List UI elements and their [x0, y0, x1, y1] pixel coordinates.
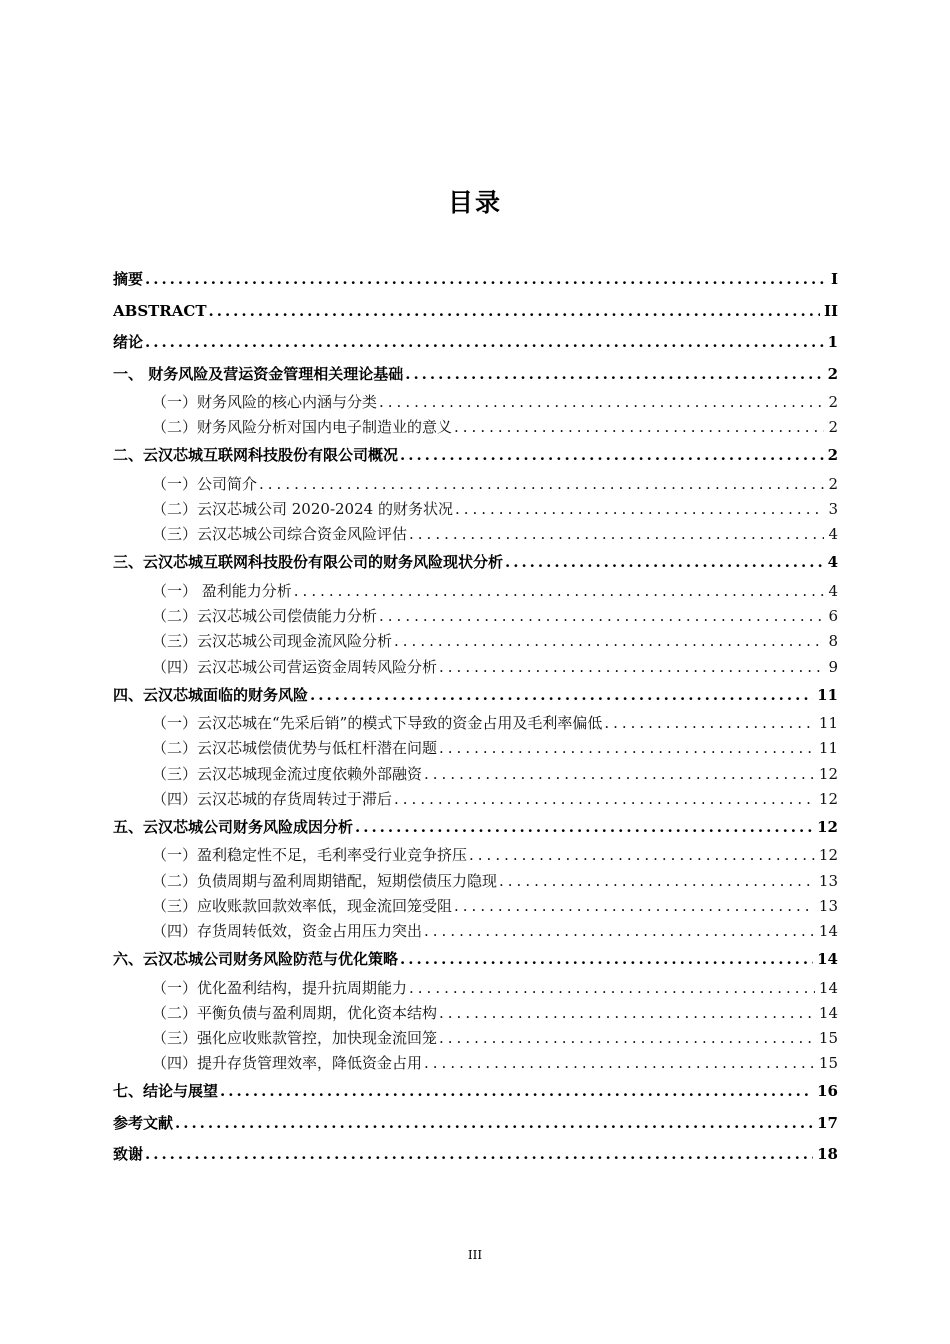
toc-entry-label: ABSTRACT	[113, 301, 207, 320]
toc-entry-page: 4	[828, 525, 838, 544]
toc-entry-label: （三）云汉芯城现金流过度依赖外部融资	[152, 764, 423, 783]
toc-entry-label: （四）提升存货管理效率，降低资金占用	[152, 1054, 423, 1073]
toc-section-entry[interactable]	[113, 869, 838, 894]
toc-entry-page: 4	[827, 553, 838, 572]
toc-chapter-entry[interactable]	[113, 1076, 838, 1108]
toc-chapter-entry[interactable]	[113, 680, 838, 712]
toc-section-entry[interactable]	[113, 787, 838, 812]
table-of-contents	[113, 264, 838, 1171]
toc-entry-page: 4	[828, 581, 838, 600]
toc-entry-label: 五、云汉芯城公司财务风险成因分析	[113, 817, 354, 836]
toc-entry-label: （一）云汉芯城在“先采后销”的模式下导致的资金占用及毛利率偏低	[152, 714, 603, 733]
toc-dot-leader	[604, 711, 815, 736]
toc-dot-leader	[409, 522, 824, 547]
toc-dot-leader	[259, 472, 824, 497]
toc-entry-label: 六、云汉芯城公司财务风险防范与优化策略	[113, 950, 399, 969]
toc-section-entry[interactable]	[113, 629, 838, 654]
toc-entry-label: （四）存货周转低效，资金占用压力突出	[152, 922, 423, 940]
toc-chapter-entry[interactable]	[113, 1139, 838, 1171]
toc-dot-leader	[400, 440, 824, 472]
toc-dot-leader	[405, 359, 823, 391]
toc-entry-page: 15	[818, 1029, 838, 1048]
toc-chapter-entry[interactable]	[113, 944, 838, 976]
toc-section-entry[interactable]	[113, 522, 838, 547]
toc-entry-page: I	[830, 270, 838, 288]
page-number: III	[467, 1248, 483, 1262]
toc-entry-page: 2	[827, 364, 838, 383]
toc-section-entry[interactable]	[113, 1051, 838, 1076]
toc-entry-page: 14	[818, 922, 838, 940]
toc-entry-page: II	[823, 301, 838, 320]
toc-section-entry[interactable]	[113, 976, 838, 1001]
toc-entry-page: 14	[817, 950, 838, 969]
toc-section-entry[interactable]	[113, 579, 838, 604]
toc-entry-label: （一）公司简介	[152, 474, 258, 493]
toc-entry-page: 6	[828, 607, 838, 626]
toc-section-entry[interactable]	[113, 655, 838, 680]
toc-section-entry[interactable]	[113, 762, 838, 787]
toc-dot-leader	[454, 894, 815, 919]
toc-dot-leader	[409, 976, 815, 1001]
toc-entry-page: 1	[827, 333, 838, 351]
toc-title: 目录	[447, 188, 502, 217]
toc-chapter-entry[interactable]	[113, 1108, 838, 1140]
toc-entry-page: 13	[818, 871, 838, 890]
toc-entry-label: 三、云汉芯城互联网科技股份有限公司的财务风险现状分析	[113, 553, 504, 572]
toc-entry-page: 16	[817, 1082, 838, 1101]
toc-section-entry[interactable]	[113, 604, 838, 629]
toc-dot-leader	[145, 327, 824, 359]
toc-entry-page: 2	[827, 446, 838, 465]
toc-dot-leader	[175, 1108, 813, 1140]
toc-chapter-entry[interactable]	[113, 327, 838, 359]
toc-entry-page: 12	[818, 789, 838, 808]
toc-entry-label: （一）优化盈利结构，提升抗周期能力	[152, 978, 408, 997]
toc-dot-leader	[424, 919, 815, 944]
toc-entry-page: 14	[818, 978, 838, 997]
toc-entry-page: 18	[817, 1145, 838, 1164]
toc-chapter-entry[interactable]	[113, 547, 838, 579]
toc-entry-page: 11	[817, 685, 838, 704]
toc-section-entry[interactable]	[113, 843, 838, 868]
toc-entry-label: （二）负债周期与盈利周期错配，短期偿债压力隐现	[152, 871, 498, 890]
toc-entry-label: 参考文献	[113, 1113, 174, 1132]
toc-dot-leader	[145, 1139, 813, 1171]
toc-dot-leader	[439, 655, 824, 680]
toc-entry-page: 12	[818, 846, 838, 865]
toc-entry-label: 绪论	[113, 333, 144, 351]
toc-entry-label: （一） 盈利能力分析	[152, 581, 292, 600]
toc-entry-label: （三）应收账款回款效率低，现金流回笼受阻	[152, 896, 453, 915]
toc-entry-label: （一）盈利稳定性不足，毛利率受行业竞争挤压	[152, 846, 468, 865]
toc-entry-label: （二）财务风险分析对国内电子制造业的意义	[152, 418, 453, 437]
toc-entry-label: （二）云汉芯城公司 2020-2024 的财务状况	[152, 500, 453, 519]
toc-entry-label: （三）强化应收账款管控，加快现金流回笼	[152, 1029, 438, 1048]
toc-entry-page: 13	[818, 896, 838, 915]
toc-dot-leader	[439, 1026, 815, 1051]
toc-entry-label: 摘要	[113, 270, 144, 288]
toc-chapter-entry[interactable]	[113, 440, 838, 472]
toc-section-entry[interactable]	[113, 711, 838, 736]
toc-chapter-entry[interactable]	[113, 812, 838, 844]
toc-dot-leader	[310, 680, 813, 712]
toc-dot-leader	[505, 547, 824, 579]
toc-entry-page: 11	[818, 714, 838, 733]
toc-entry-label: （二）平衡负债与盈利周期，优化资本结构	[152, 1003, 438, 1022]
toc-entry-page: 8	[828, 632, 838, 651]
toc-entry-page: 3	[828, 500, 838, 519]
toc-dot-leader	[455, 497, 824, 522]
toc-section-entry[interactable]	[113, 390, 838, 415]
toc-dot-leader	[394, 629, 824, 654]
toc-section-entry[interactable]	[113, 415, 838, 440]
toc-dot-leader	[400, 944, 813, 976]
toc-entry-label: （三）云汉芯城公司现金流风险分析	[152, 632, 393, 651]
toc-dot-leader	[209, 296, 820, 328]
toc-section-entry[interactable]	[113, 1001, 838, 1026]
toc-dot-leader	[379, 604, 824, 629]
toc-dot-leader	[355, 812, 813, 844]
toc-entry-label: 致谢	[113, 1145, 144, 1164]
toc-entry-label: 二、云汉芯城互联网科技股份有限公司概况	[113, 446, 399, 465]
toc-entry-page: 15	[818, 1054, 838, 1073]
toc-section-entry[interactable]	[113, 894, 838, 919]
toc-entry-page: 2	[828, 474, 838, 493]
toc-chapter-entry[interactable]	[113, 359, 838, 391]
toc-entry-label: （二）云汉芯城公司偿债能力分析	[152, 607, 378, 626]
toc-dot-leader	[379, 390, 824, 415]
toc-dot-leader	[469, 843, 815, 868]
toc-chapter-entry[interactable]	[113, 296, 838, 328]
toc-section-entry[interactable]	[113, 736, 838, 761]
toc-entry-page: 12	[817, 817, 838, 836]
toc-entry-label: （三）云汉芯城公司综合资金风险评估	[152, 525, 408, 544]
toc-entry-label: （四）云汉芯城的存货周转过于滞后	[152, 789, 393, 808]
toc-entry-page: 9	[828, 657, 838, 676]
toc-entry-label: （一）财务风险的核心内涵与分类	[152, 393, 378, 411]
toc-dot-leader	[294, 579, 825, 604]
toc-entry-page: 11	[818, 739, 838, 758]
toc-entry-page: 2	[828, 418, 838, 437]
toc-chapter-entry[interactable]	[113, 264, 838, 296]
toc-dot-leader	[424, 1051, 815, 1076]
toc-dot-leader	[454, 415, 824, 440]
toc-dot-leader	[145, 264, 827, 296]
toc-section-entry[interactable]	[113, 497, 838, 522]
toc-entry-page: 2	[828, 393, 838, 411]
toc-entry-label: （四）云汉芯城公司营运资金周转风险分析	[152, 657, 438, 676]
toc-dot-leader	[394, 787, 815, 812]
toc-dot-leader	[499, 869, 815, 894]
toc-entry-label: 一、 财务风险及营运资金管理相关理论基础	[113, 364, 404, 383]
toc-dot-leader	[439, 1001, 815, 1026]
toc-dot-leader	[424, 762, 815, 787]
toc-section-entry[interactable]	[113, 472, 838, 497]
toc-section-entry[interactable]	[113, 919, 838, 944]
toc-entry-page: 12	[818, 764, 838, 783]
toc-entry-page: 17	[817, 1113, 838, 1132]
toc-entry-label: 七、结论与展望	[113, 1082, 219, 1101]
toc-entry-label: （二）云汉芯城偿债优势与低杠杆潜在问题	[152, 739, 438, 758]
toc-section-entry[interactable]	[113, 1026, 838, 1051]
toc-entry-page: 14	[818, 1003, 838, 1022]
toc-entry-label: 四、云汉芯城面临的财务风险	[113, 685, 309, 704]
toc-dot-leader	[439, 736, 815, 761]
toc-dot-leader	[220, 1076, 813, 1108]
